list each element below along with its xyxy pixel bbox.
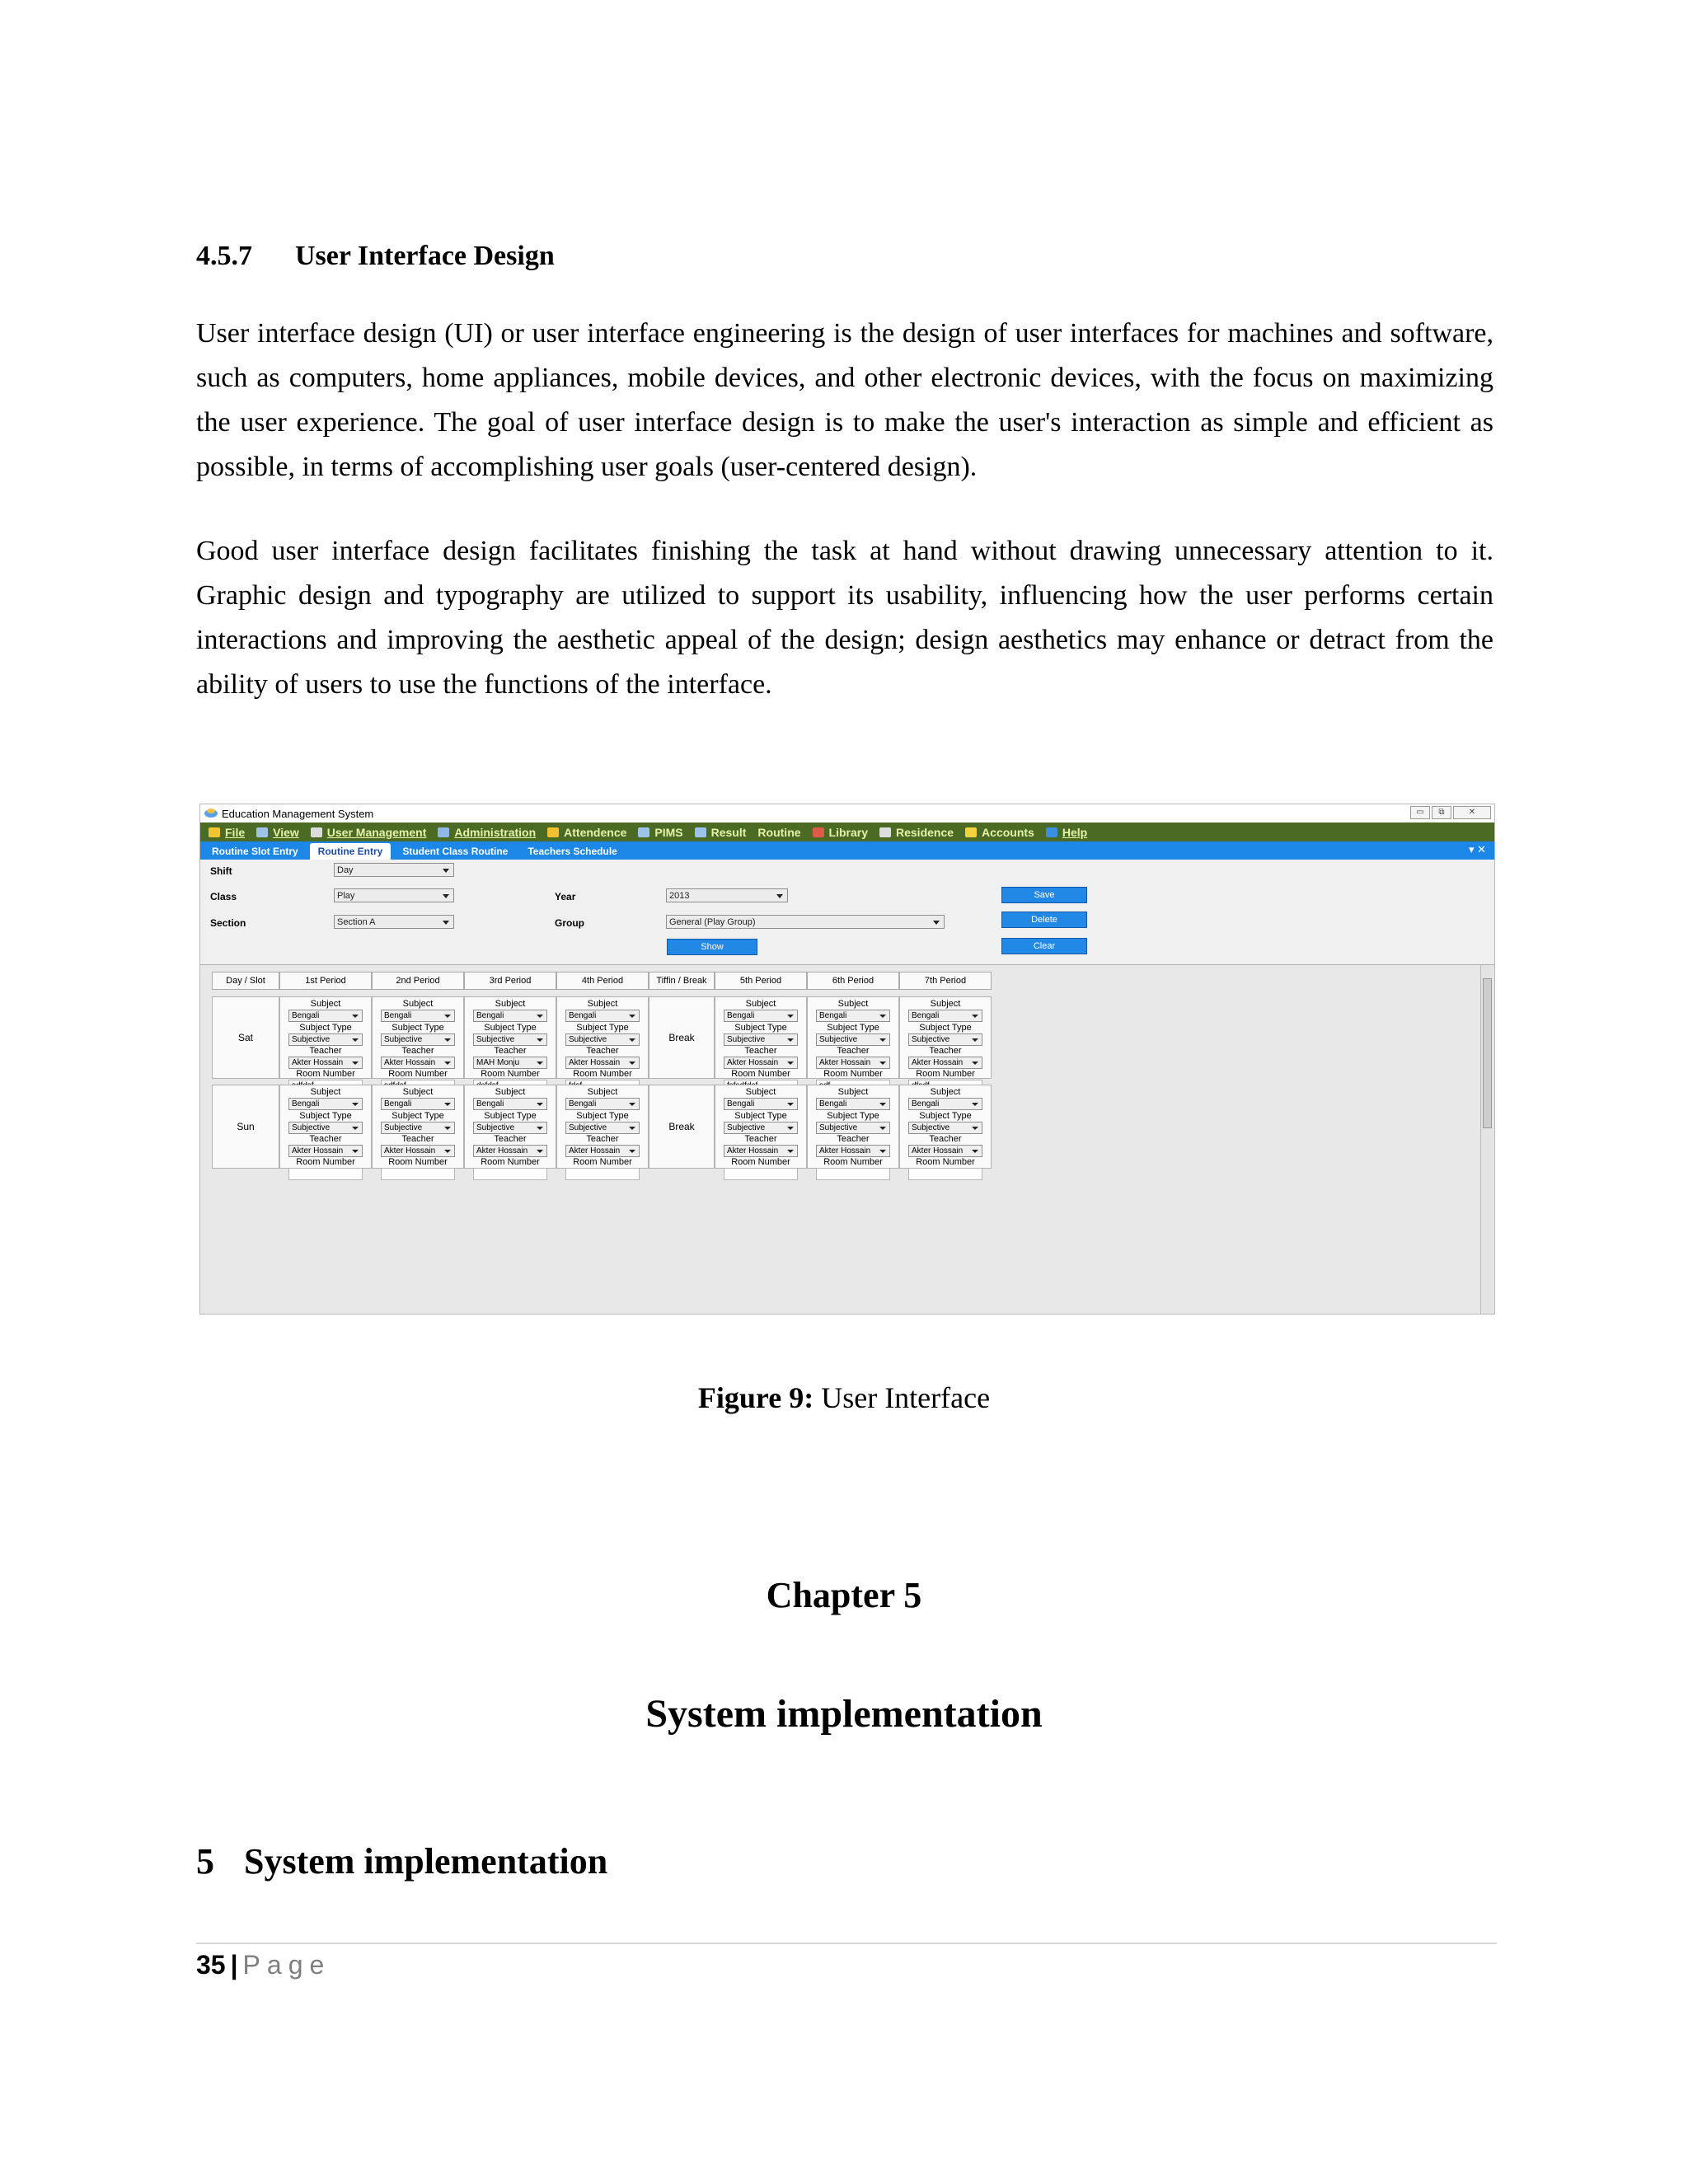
period-cell — [715, 996, 807, 1079]
users-icon — [311, 827, 322, 837]
subject-type-label: Subject Type — [734, 1111, 787, 1121]
period-cell — [899, 1085, 992, 1169]
subject-type-select[interactable]: Subjective — [724, 1033, 798, 1046]
subject-type-select[interactable]: Subjective — [288, 1033, 363, 1046]
period-cell — [556, 996, 649, 1079]
subject-type-select[interactable]: Subjective — [816, 1122, 890, 1134]
room-number-label: Room Number — [296, 1157, 355, 1167]
shift-label: Shift — [210, 865, 232, 877]
period-cell — [464, 996, 556, 1079]
teacher-select[interactable]: Akter Hossain — [288, 1145, 363, 1157]
subject-type-label: Subject Type — [392, 1023, 444, 1033]
menu-item-library[interactable] — [813, 826, 868, 839]
menu-item-routine[interactable] — [757, 826, 800, 839]
year-label: Year — [555, 891, 576, 902]
tab-bar — [200, 841, 1494, 860]
chapter-heading: Chapter 5 — [766, 1575, 922, 1615]
minimize-icon[interactable]: ▭ — [1410, 806, 1430, 819]
period-cell — [279, 1085, 372, 1169]
window-titlebar — [200, 804, 1494, 823]
period-cell — [556, 1085, 649, 1169]
menu-item-label: Help — [1062, 825, 1088, 839]
section-label: Section — [210, 917, 246, 929]
figure-caption-text: User Interface — [821, 1381, 991, 1414]
subject-label: Subject — [837, 1087, 869, 1097]
group-label: Group — [555, 917, 584, 929]
subject-type-select[interactable]: Subjective — [288, 1122, 363, 1134]
footer-divider — [196, 1943, 1497, 1944]
teacher-label: Teacher — [494, 1046, 527, 1056]
subject-select[interactable]: Bengali — [473, 1010, 547, 1022]
menu-item-label: Library — [828, 825, 868, 839]
subject-type-select[interactable]: Subjective — [908, 1122, 982, 1134]
subject-type-label: Subject Type — [484, 1023, 537, 1033]
menu-item-label: Accounts — [982, 825, 1034, 839]
window-controls — [1410, 806, 1491, 819]
routine-grid — [200, 964, 1494, 1315]
figure-label: Figure 9: — [697, 1381, 814, 1414]
teacher-label: Teacher — [309, 1134, 342, 1144]
restore-icon[interactable]: ⧉ — [1432, 806, 1451, 819]
menu-item-administration[interactable] — [438, 826, 536, 839]
subject-label: Subject — [587, 999, 618, 1009]
subject-select[interactable]: Bengali — [381, 1010, 455, 1022]
section-5-title: System implementation — [244, 1841, 608, 1882]
subject-type-select[interactable]: Subjective — [473, 1122, 547, 1134]
ui-screenshot — [199, 804, 1495, 1315]
menu-item-label: File — [225, 825, 246, 839]
room-number-input[interactable] — [816, 1168, 890, 1180]
room-number-label: Room Number — [823, 1157, 883, 1167]
menu-item-label: Administration — [454, 825, 537, 839]
menu-item-label: PIMS — [654, 825, 683, 839]
teacher-label: Teacher — [837, 1046, 870, 1056]
teacher-label: Teacher — [929, 1046, 962, 1056]
break-cell: Break — [649, 1085, 715, 1169]
subject-label: Subject — [745, 1087, 776, 1097]
subject-select[interactable]: Bengali — [724, 1098, 798, 1110]
table-row — [200, 1085, 1494, 1169]
room-number-input[interactable] — [908, 1168, 982, 1180]
paragraph-2: Good user interface design facilitates finishing the task at hand without drawing unnecessary attention to it. Graphic design and typography are utilized to support its usability, influencing how the user performs certain interactions and improving the aesthetic appeal of the design; design aesthetics may enhance or detract from the ability of users to use the functions of the interface. — [196, 536, 1493, 700]
subject-select[interactable]: Bengali — [473, 1098, 547, 1110]
room-number-input[interactable] — [288, 1168, 363, 1180]
app-logo-icon — [204, 807, 218, 818]
subject-type-label: Subject Type — [576, 1111, 629, 1121]
magnifier-icon — [256, 827, 268, 837]
teacher-select[interactable]: Akter Hossain — [816, 1057, 890, 1069]
figure-caption — [0, 1380, 1688, 1415]
column-header: 2nd Period — [372, 972, 464, 990]
subject-type-label: Subject Type — [919, 1111, 972, 1121]
room-number-label: Room Number — [388, 1069, 448, 1079]
period-cell — [372, 1085, 464, 1169]
window-title: Education Management System — [222, 808, 374, 820]
menu-item-user-management[interactable] — [311, 826, 427, 839]
teacher-label: Teacher — [586, 1134, 619, 1144]
subject-select[interactable]: Bengali — [908, 1010, 982, 1022]
period-cell — [372, 996, 464, 1079]
room-number-input[interactable] — [473, 1168, 547, 1180]
room-number-label: Room Number — [296, 1069, 355, 1079]
teacher-select[interactable]: Akter Hossain — [381, 1057, 455, 1069]
subject-select[interactable]: Bengali — [724, 1010, 798, 1022]
subject-select[interactable]: Bengali — [288, 1010, 363, 1022]
column-header: 4th Period — [556, 972, 649, 990]
subject-label: Subject — [745, 999, 776, 1009]
show-button[interactable]: Show — [667, 939, 757, 955]
scrollbar-thumb[interactable] — [1483, 978, 1492, 1128]
room-number-label: Room Number — [573, 1069, 632, 1079]
subject-select[interactable]: Bengali — [381, 1098, 455, 1110]
subject-type-select[interactable]: Subjective — [381, 1122, 455, 1134]
menu-bar — [200, 823, 1494, 841]
subject-type-label: Subject Type — [299, 1111, 352, 1121]
subject-type-label: Subject Type — [576, 1023, 629, 1033]
clear-button[interactable]: Clear — [1001, 938, 1087, 954]
books-icon — [813, 827, 824, 837]
break-cell: Break — [649, 996, 715, 1079]
subject-type-select[interactable]: Subjective — [908, 1033, 982, 1046]
menu-item-file[interactable] — [209, 826, 245, 839]
teacher-select[interactable]: Akter Hossain — [473, 1145, 547, 1157]
subject-label: Subject — [837, 999, 869, 1009]
room-number-label: Room Number — [916, 1069, 975, 1079]
period-cell — [807, 1085, 899, 1169]
page-footer — [196, 1950, 331, 1980]
subject-type-select[interactable]: Subjective — [565, 1122, 640, 1134]
menu-item-label: User Management — [326, 825, 427, 839]
teacher-label: Teacher — [401, 1046, 434, 1056]
table-row — [200, 996, 1494, 1079]
menu-item-residence[interactable] — [879, 826, 954, 839]
period-cell — [464, 1085, 556, 1169]
section-5-number: 5 — [196, 1841, 214, 1882]
column-header: 1st Period — [279, 972, 372, 990]
room-number-label: Room Number — [823, 1069, 883, 1079]
tab-student-class-routine[interactable]: Student Class Routine — [402, 846, 509, 857]
teacher-label: Teacher — [929, 1134, 962, 1144]
subject-select[interactable]: Bengali — [816, 1010, 890, 1022]
shift-select[interactable]: Day — [334, 863, 454, 877]
room-number-input[interactable] — [381, 1168, 455, 1180]
close-icon[interactable]: ✕ — [1453, 806, 1491, 819]
teacher-select[interactable]: Akter Hossain — [381, 1145, 455, 1157]
chapter-title: System implementation — [645, 1692, 1043, 1736]
column-header: Day / Slot — [212, 972, 279, 990]
menu-item-label: Attendence — [564, 825, 627, 839]
subject-select[interactable]: Bengali — [565, 1010, 640, 1022]
period-cell — [279, 996, 372, 1079]
routine-form — [200, 860, 1494, 964]
subject-label: Subject — [310, 1087, 341, 1097]
period-cell — [807, 996, 899, 1079]
teacher-label: Teacher — [744, 1134, 777, 1144]
section-5-heading — [196, 1840, 607, 1882]
teacher-select[interactable]: Akter Hossain — [724, 1057, 798, 1069]
teacher-label: Teacher — [309, 1046, 342, 1056]
menu-item-attendence[interactable] — [547, 826, 626, 839]
room-number-input[interactable] — [724, 1168, 798, 1180]
menu-item-help[interactable] — [1046, 826, 1087, 839]
group-select[interactable]: General (Play Group) — [666, 915, 945, 929]
subject-select[interactable]: Bengali — [288, 1098, 363, 1110]
subject-label: Subject — [495, 999, 526, 1009]
day-cell: Sun — [212, 1085, 279, 1169]
section-heading — [196, 241, 555, 272]
admin-icon — [438, 827, 449, 837]
teacher-select[interactable]: Akter Hossain — [288, 1057, 363, 1069]
teacher-label: Teacher — [401, 1134, 434, 1144]
subject-select[interactable]: Bengali — [908, 1098, 982, 1110]
column-header: Tiffin / Break — [649, 972, 715, 990]
room-number-label: Room Number — [388, 1157, 448, 1167]
room-number-label: Room Number — [573, 1157, 632, 1167]
dollar-icon — [965, 827, 977, 837]
menu-item-label: Result — [710, 825, 747, 839]
teacher-label: Teacher — [494, 1134, 527, 1144]
report-icon — [695, 827, 706, 837]
delete-button[interactable]: Delete — [1001, 912, 1087, 928]
section-select[interactable]: Section A — [334, 915, 454, 929]
room-number-label: Room Number — [481, 1157, 540, 1167]
room-number-label: Room Number — [731, 1157, 790, 1167]
menu-item-label: Routine — [757, 825, 801, 839]
subject-type-select[interactable]: Subjective — [816, 1033, 890, 1046]
section-number: 4.5.7 — [196, 241, 252, 271]
teacher-select[interactable]: Akter Hossain — [908, 1057, 982, 1069]
period-cell — [715, 1085, 807, 1169]
room-number-label: Room Number — [731, 1069, 790, 1079]
document-icon — [638, 827, 649, 837]
menu-item-pims[interactable] — [638, 826, 682, 839]
house-icon — [879, 827, 891, 837]
tab-teachers-schedule[interactable]: Teachers Schedule — [528, 846, 617, 857]
vertical-scrollbar[interactable] — [1480, 965, 1493, 1315]
tab-controls[interactable]: ▾ ✕ — [1468, 843, 1486, 855]
column-header: 7th Period — [899, 972, 992, 990]
subject-label: Subject — [310, 999, 341, 1009]
paragraph-1: User interface design (UI) or user interface engineering is the design of user interfaces for machines and software, such as computers, home appliances, mobile devices, and other electronic devices, with the focus on maximizing the user experience. The goal of user interface design is to make the user's interaction as simple and efficient as possible, in terms of accomplishing user goals (user-centered design). — [196, 318, 1493, 482]
teacher-select[interactable]: Akter Hossain — [565, 1057, 640, 1069]
footer-separator: | — [230, 1950, 238, 1980]
column-header: 3rd Period — [464, 972, 556, 990]
subject-label: Subject — [402, 999, 434, 1009]
subject-label: Subject — [402, 1087, 434, 1097]
section-title: User Interface Design — [295, 241, 555, 271]
subject-type-label: Subject Type — [827, 1023, 879, 1033]
teacher-select[interactable]: MAH Monju — [473, 1057, 547, 1069]
subject-select[interactable]: Bengali — [816, 1098, 890, 1110]
subject-type-label: Subject Type — [734, 1023, 787, 1033]
page-word: Page — [242, 1950, 331, 1980]
room-number-input[interactable] — [565, 1168, 640, 1180]
subject-type-select[interactable]: Subjective — [473, 1033, 547, 1046]
teacher-select[interactable]: Akter Hossain — [908, 1145, 982, 1157]
subject-type-label: Subject Type — [484, 1111, 537, 1121]
class-label: Class — [210, 891, 237, 902]
menu-item-label: Residence — [896, 825, 954, 839]
teacher-select[interactable]: Akter Hossain — [724, 1145, 798, 1157]
teacher-select[interactable]: Akter Hossain — [565, 1145, 640, 1157]
folder-icon — [209, 827, 220, 837]
subject-label: Subject — [930, 1087, 961, 1097]
room-number-label: Room Number — [916, 1157, 975, 1167]
page-number: 35 — [196, 1950, 226, 1980]
period-cell — [899, 996, 992, 1079]
help-icon — [1046, 827, 1057, 837]
menu-item-label: View — [273, 825, 299, 839]
subject-select[interactable]: Bengali — [565, 1098, 640, 1110]
save-button[interactable]: Save — [1001, 887, 1087, 903]
column-header: 6th Period — [807, 972, 899, 990]
subject-type-label: Subject Type — [827, 1111, 879, 1121]
subject-type-select[interactable]: Subjective — [724, 1122, 798, 1134]
menu-item-view[interactable] — [256, 826, 299, 839]
day-cell: Sat — [212, 996, 279, 1079]
teacher-label: Teacher — [837, 1134, 870, 1144]
pencil-icon — [547, 827, 559, 837]
column-header: 5th Period — [715, 972, 807, 990]
year-select[interactable]: 2013 — [666, 888, 788, 902]
menu-item-result[interactable] — [695, 826, 747, 839]
subject-label: Subject — [930, 999, 961, 1009]
subject-label: Subject — [587, 1087, 618, 1097]
tab-routine-entry[interactable]: Routine Entry — [310, 843, 392, 860]
tab-routine-slot-entry[interactable]: Routine Slot Entry — [212, 846, 298, 857]
subject-type-label: Subject Type — [299, 1023, 352, 1033]
subject-type-select[interactable]: Subjective — [565, 1033, 640, 1046]
room-number-label: Room Number — [481, 1069, 540, 1079]
class-select[interactable]: Play — [334, 888, 454, 902]
subject-type-select[interactable]: Subjective — [381, 1033, 455, 1046]
subject-type-label: Subject Type — [392, 1111, 444, 1121]
teacher-label: Teacher — [744, 1046, 777, 1056]
menu-item-accounts[interactable] — [965, 826, 1034, 839]
subject-type-label: Subject Type — [919, 1023, 972, 1033]
teacher-label: Teacher — [586, 1046, 619, 1056]
subject-label: Subject — [495, 1087, 526, 1097]
teacher-select[interactable]: Akter Hossain — [816, 1145, 890, 1157]
